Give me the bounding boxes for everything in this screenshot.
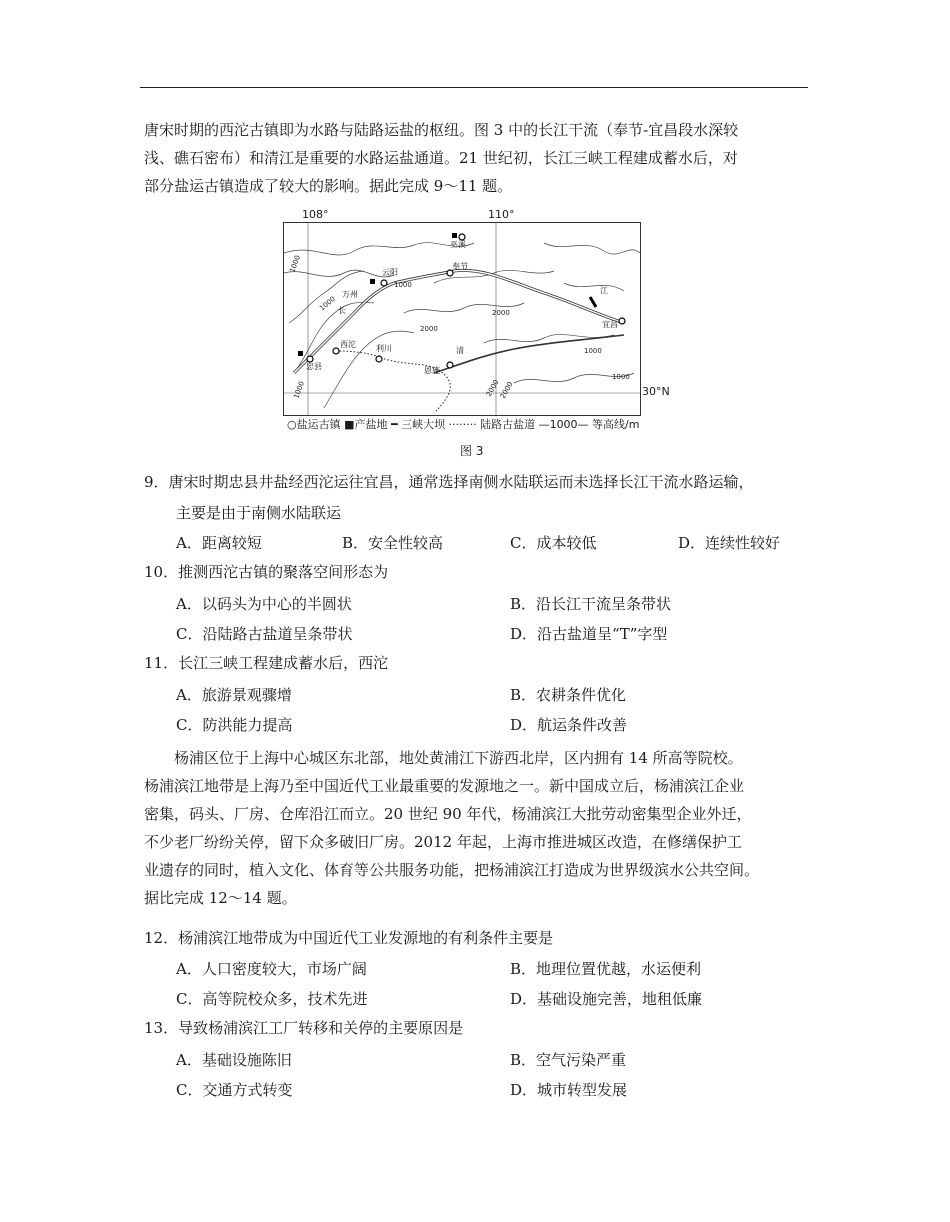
option-d[interactable]: D．城市转型发展 [510, 1081, 628, 1099]
place-label: 清 [456, 346, 464, 355]
contour-label: 2000 [498, 380, 515, 400]
passage-line: 杨浦滨江地带是上海乃至中国近代工业最重要的发源地之一。新中国成立后，杨浦滨江企业 [144, 777, 745, 795]
option-d[interactable]: D．沿古盐道呈“T”字型 [510, 625, 668, 643]
option-c[interactable]: C．高等院校众多，技术先进 [176, 990, 368, 1008]
contour-label: 1000 [394, 281, 412, 289]
option-a[interactable]: A．人口密度较大，市场广阔 [176, 960, 367, 978]
option-b[interactable]: B．地理位置优越，水运便利 [510, 960, 702, 978]
option-b[interactable]: B．空气污染严重 [510, 1051, 627, 1069]
place-label: 恩施 [424, 366, 440, 375]
question-stem: 导致杨浦滨江工厂转移和关停的主要原因是 [178, 1019, 464, 1037]
option-a[interactable]: A．旅游景观骤增 [176, 686, 292, 704]
intro-line: 部分盐运古镇造成了较大的影响。据此完成 9～11 题。 [144, 177, 513, 195]
intro-line: 唐宋时期的西沱古镇即为水路与陆路运盐的枢纽。图 3 中的长江干流（奉节-宜昌段水深较 [144, 121, 739, 139]
question-9 [144, 472, 754, 492]
option-d[interactable]: D．航运条件改善 [510, 716, 628, 734]
passage-line: 业遗存的同时，植入文化、体育等公共服务功能，把杨浦滨江打造成为世界级滨水公共空间。 [144, 861, 760, 879]
option-d[interactable]: D．基础设施完善，地租低廉 [510, 990, 703, 1008]
passage-line: 不少老厂纷纷关停，留下众多破旧厂房。2012 年起，上海市推进城区改造，在修缮保护工 [144, 833, 742, 851]
place-label: 巫溪 [450, 240, 466, 249]
question-number: 11． [144, 654, 179, 672]
question-13 [144, 1018, 463, 1038]
contour-label: 1000 [292, 380, 306, 400]
longitude-108: 108° [302, 208, 329, 221]
map-legend: ○盐运古镇 ■产盐地 ━ 三峡大坝 ········ 陆路古盐道 —1000— 等高线/m [287, 418, 640, 431]
question-stem: 长江三峡工程建成蓄水后，西沱 [178, 654, 389, 672]
option-d[interactable]: D．连续性较好 [678, 534, 781, 552]
question-stem: 推测西沱古镇的聚落空间形态为 [178, 563, 389, 581]
longitude-110: 110° [488, 208, 515, 221]
intro-paragraph [144, 116, 808, 200]
option-a[interactable]: A．距离较短 [176, 534, 262, 552]
figure-3-map [283, 222, 641, 416]
figure-caption: 图 3 [460, 444, 484, 458]
option-a[interactable]: A．以码头为中心的半圆状 [176, 595, 352, 613]
option-b[interactable]: B．安全性较高 [342, 534, 444, 552]
passage-line: 密集，码头、厂房、仓库沿江而立。20 世纪 90 年代，杨浦滨江大批劳动密集型企业外迁， [144, 805, 752, 823]
place-label: 西沱 [340, 340, 356, 349]
question-stem: 杨浦滨江地带成为中国近代工业发源地的有利条件主要是 [178, 929, 554, 947]
question-number: 9． [144, 473, 169, 491]
option-b[interactable]: B．沿长江干流呈条带状 [510, 595, 672, 613]
place-label: 万州 [342, 290, 358, 299]
passage-2 [144, 744, 808, 912]
contour-label: 1000 [612, 373, 630, 381]
question-number: 13． [144, 1019, 179, 1037]
question-12 [144, 928, 553, 948]
place-label: 奉节 [452, 262, 468, 271]
passage-line: 杨浦区位于上海中心城区东北部，地处黄浦江下游西北岸，区内拥有 14 所高等院校。 [174, 749, 743, 767]
place-label: 江 [600, 286, 608, 295]
latitude-30: 30°N [642, 385, 670, 398]
contour-label: 2000 [492, 309, 510, 317]
place-label: 云阳 [382, 268, 398, 277]
place-label: 忠县 [306, 362, 322, 371]
question-number: 10． [144, 563, 179, 581]
question-11 [144, 653, 388, 673]
option-a[interactable]: A．基础设施陈旧 [176, 1051, 292, 1069]
question-10 [144, 562, 388, 582]
place-label: 宜昌 [602, 320, 618, 329]
header-rule [140, 87, 808, 88]
contour-label: 2000 [420, 325, 438, 333]
question-9-stem-continued: 主要是由于南侧水陆联运 [176, 504, 342, 522]
contour-label: 1000 [318, 294, 337, 313]
place-label: 利川 [376, 344, 392, 353]
question-stem: 唐宋时期忠县井盐经西沱运往宜昌，通常选择南侧水陆联运而未选择长江干流水路运输， [168, 473, 754, 491]
option-c[interactable]: C．沿陆路古盐道呈条带状 [176, 625, 353, 643]
option-c[interactable]: C．防洪能力提高 [176, 716, 293, 734]
option-c[interactable]: C．成本较低 [510, 534, 597, 552]
contour-label: 2000 [484, 378, 501, 398]
contour-label: 1000 [288, 254, 302, 274]
contour-label: 1000 [584, 347, 602, 355]
option-b[interactable]: B．农耕条件优化 [510, 686, 627, 704]
option-c[interactable]: C．交通方式转变 [176, 1081, 293, 1099]
place-label: 长 [338, 306, 346, 315]
passage-line: 据比完成 12～14 题。 [144, 889, 297, 907]
question-number: 12． [144, 929, 179, 947]
intro-line: 浅、礁石密布）和清江是重要的水路运盐通道。21 世纪初，长江三峡工程建成蓄水后，对 [144, 149, 738, 167]
